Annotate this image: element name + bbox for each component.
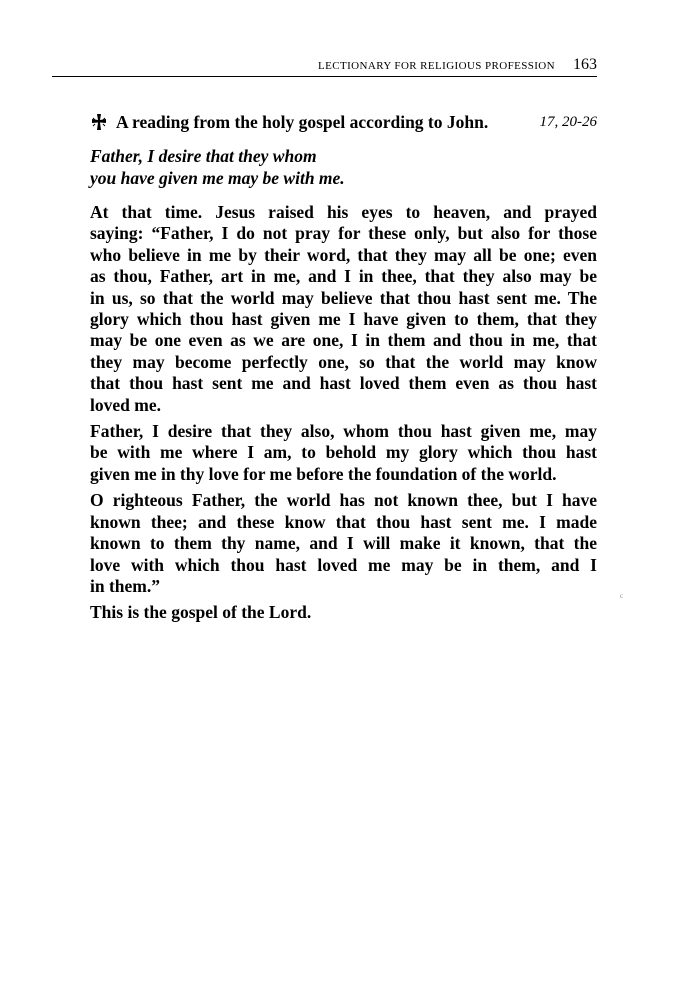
scripture-citation: 17, 20-26: [539, 114, 597, 130]
reading-announcement: [90, 110, 597, 134]
text-line: loved me.: [90, 394, 161, 415]
text-line: love with which thou hast loved me may be in them, and I: [90, 554, 597, 575]
antiphon-line: Father, I desire that they whom: [90, 146, 317, 166]
reading-intro: A reading from the holy gospel according to John.: [116, 112, 489, 132]
text-line: saying: “Father, I do not pray for these only, but also for those: [90, 223, 597, 244]
running-title: LECTIONARY FOR RELIGIOUS PROFESSION: [318, 60, 555, 72]
text-line: O righteous Father, the world has not known thee, but I have: [90, 490, 597, 511]
cross-icon: [90, 113, 108, 131]
header-rule: [52, 76, 597, 77]
text-line: At that time. Jesus raised his eyes to heaven, and prayed: [90, 202, 597, 222]
text-line: as thou, Father, art in me, and I in thee, that they also may be: [90, 266, 597, 287]
text-line: that thou hast sent me and hast loved them even as thou hast: [90, 373, 597, 394]
antiphon-line: you have given me may be with me.: [90, 168, 345, 188]
text-line: Father, I desire that they also, whom thou hast given me, may: [90, 421, 597, 442]
text-line: they may become perfectly one, so that the world may know: [90, 351, 597, 372]
paragraph-1: [90, 202, 597, 416]
antiphon: [90, 145, 597, 189]
paragraph-4: [90, 602, 597, 623]
text-line: in us, so that the world may believe that thou hast sent me. The: [90, 287, 597, 308]
gospel-text: [90, 202, 597, 629]
paragraph-2: [90, 421, 597, 485]
text-line: may be one even as we are one, I in them and thou in me, that: [90, 330, 597, 351]
closing-acclamation: This is the gospel of the Lord.: [90, 602, 312, 623]
text-line: known to them thy name, and I will make it known, that the: [90, 533, 597, 554]
text-line: be with me where I am, to behold my glory which thou hast: [90, 442, 597, 463]
text-line: glory which thou hast given me I have given to them, that they: [90, 309, 597, 330]
text-line: who believe in me by their word, that they may all be one; even: [90, 244, 597, 265]
page-number: 163: [573, 56, 597, 73]
text-line: in them.”: [90, 575, 160, 596]
paragraph-3: [90, 490, 597, 597]
text-line: given me in thy love for me before the foundation of the world.: [90, 463, 557, 484]
running-header: [52, 56, 597, 78]
margin-mark: c: [620, 592, 624, 600]
text-line: known thee; and these know that thou hast sent me. I made: [90, 511, 597, 532]
